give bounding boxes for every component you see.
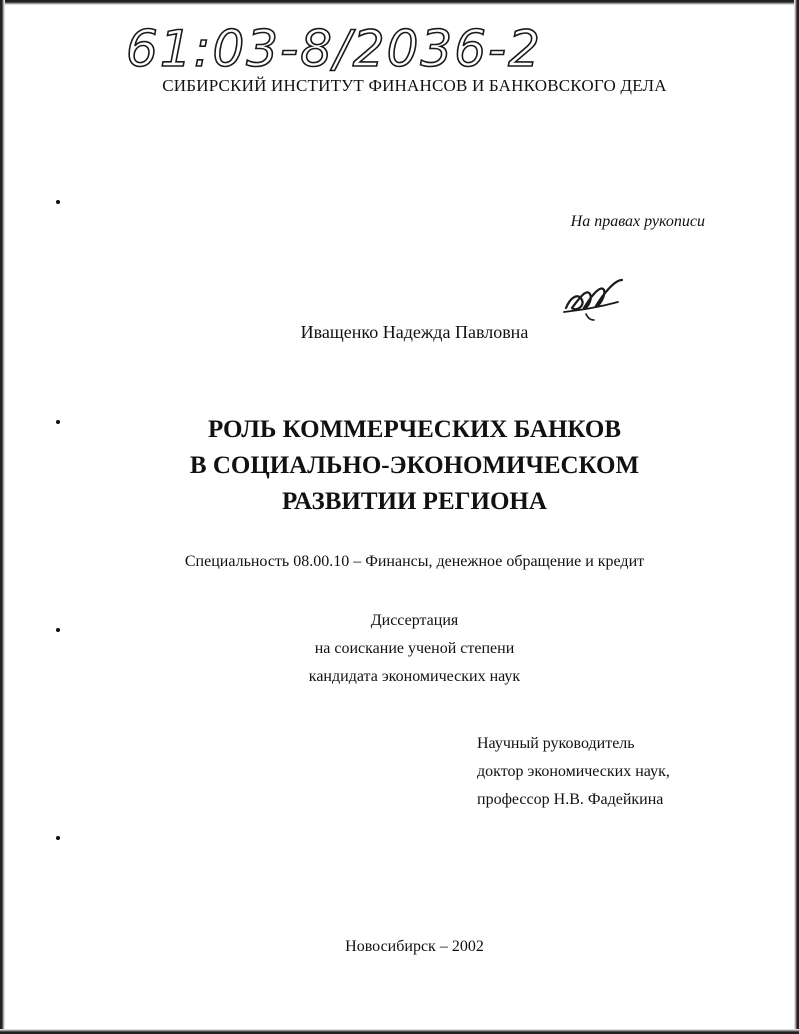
degree-line-1: Диссертация (370, 612, 459, 629)
author-name: Иващенко Надежда Павловна (300, 322, 529, 342)
binding-hole-mark (56, 836, 60, 840)
signature-icon (560, 274, 632, 326)
title-line-3: РАЗВИТИИ РЕГИОНА (282, 488, 547, 515)
specialty-line: Специальность 08.00.10 – Финансы, денежное обращение и кредит (184, 553, 645, 570)
binding-hole-mark (56, 200, 60, 204)
handwritten-code-text: 61:03-8/2036-2 (126, 20, 542, 78)
rights-note: На правах рукописи (570, 213, 705, 230)
title-line-1: РОЛЬ КОММЕРЧЕСКИХ БАНКОВ (207, 416, 622, 443)
place-and-year: Новосибирск – 2002 (345, 938, 484, 955)
degree-info (0, 607, 799, 691)
supervisor-block (477, 730, 670, 814)
title-line-2: В СОЦИАЛЬНО-ЭКОНОМИЧЕСКОМ (189, 452, 640, 479)
supervisor-line-3: профессор Н.В. Фадейкина (477, 791, 664, 808)
handwritten-registration-code (122, 12, 552, 82)
scan-edge-bottom (0, 1029, 799, 1034)
degree-line-3: кандидата экономических наук (308, 668, 521, 685)
binding-hole-mark (56, 420, 60, 424)
dissertation-title (0, 412, 799, 520)
author-signature (560, 274, 632, 326)
institute-name: СИБИРСКИЙ ИНСТИТУТ ФИНАНСОВ И БАНКОВСКОГО ДЕЛА (162, 76, 667, 95)
binding-hole-mark (56, 628, 60, 632)
degree-line-2: на соискание ученой степени (314, 640, 515, 657)
supervisor-line-1: Научный руководитель (477, 735, 635, 752)
handwritten-code-drawing (122, 12, 552, 82)
scan-edge-top (0, 0, 799, 5)
supervisor-line-2: доктор экономических наук, (477, 763, 670, 780)
